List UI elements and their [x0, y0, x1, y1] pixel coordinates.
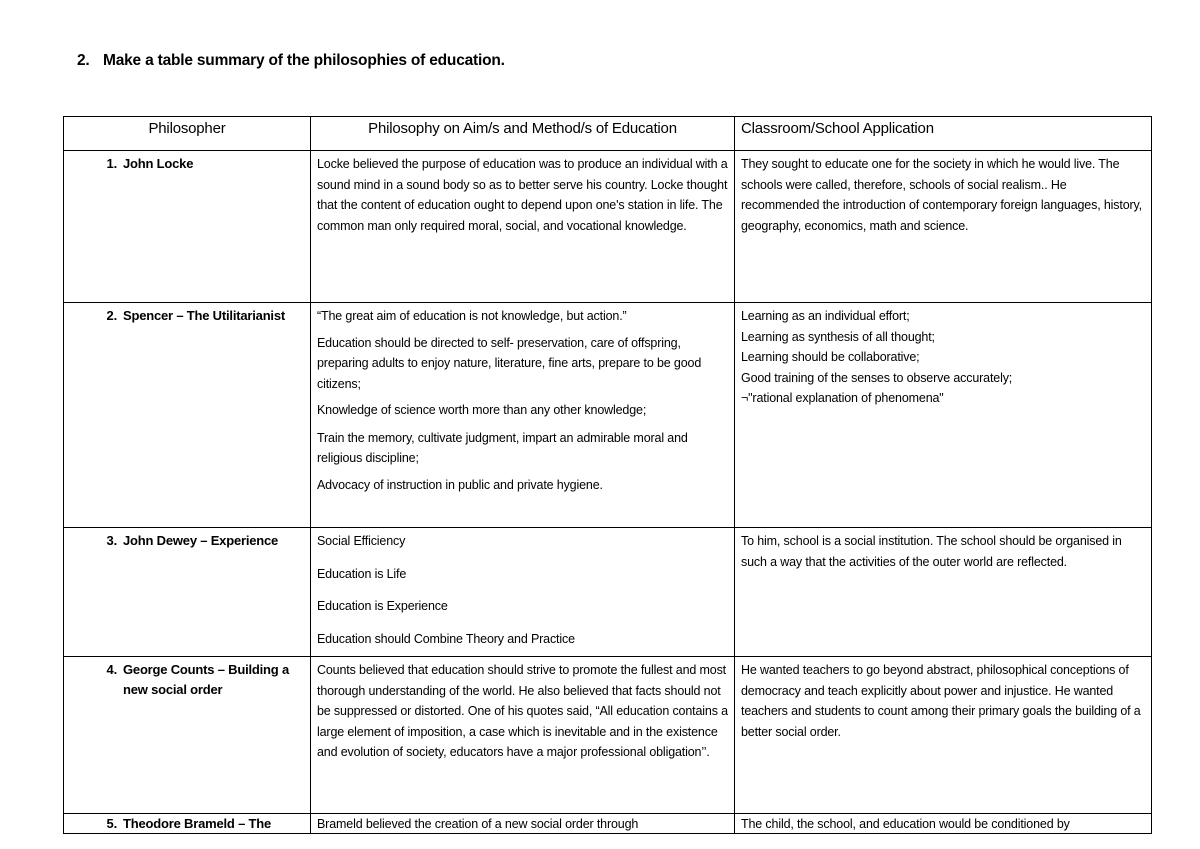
philosopher-name: John Locke [123, 156, 194, 171]
table-row [64, 657, 1152, 814]
application-cell [735, 528, 1152, 657]
application-text: ¬"rational explanation of phenomena" [741, 391, 944, 405]
row-number: 5. [106, 816, 117, 831]
philosophy-text: Education should be directed to self- preservation, care of offspring, preparing adults to enjoy nature, literature, fine arts, prepare to be good citizens; [317, 335, 702, 391]
table-row [64, 303, 1152, 528]
philosophy-text: Knowledge of science worth more than any other knowledge; [317, 403, 647, 417]
philosopher-name: George Counts – Building a new social order [123, 662, 289, 697]
question-number: 2. [77, 52, 90, 69]
question-heading [77, 52, 505, 70]
philosopher-name: Spencer – The Utilitarianist [123, 308, 286, 323]
table-row [64, 151, 1152, 303]
philosophy-cell [311, 303, 735, 528]
philosophy-text: Education should Combine Theory and Practice [317, 631, 575, 646]
table-row [64, 528, 1152, 657]
philosophy-cell [311, 657, 735, 814]
application-cell [735, 657, 1152, 814]
application-text: Learning should be collaborative; [741, 350, 920, 364]
row-number: 2. [106, 308, 117, 323]
philosophy-text: Brameld believed the creation of a new social order through [317, 817, 639, 831]
philosopher-name: Theodore Brameld – The [123, 816, 272, 831]
header-philosophy: Philosophy on Aim/s and Method/s of Education [311, 117, 735, 151]
philosophy-text: “The great aim of education is not knowledge, but action.” [317, 309, 627, 323]
philosophy-text: Education is Life [317, 566, 407, 581]
philosopher-name: John Dewey – Experience [123, 533, 279, 548]
application-text: He wanted teachers to go beyond abstract, philosophical conceptions of democracy and teach explicitly about power and injustice. He wanted teachers and students to count among their primary goals the building of a better social order. [741, 663, 1141, 739]
philosophy-text: Train the memory, cultivate judgment, impart an admirable moral and religious discipline; [317, 430, 688, 465]
philosophy-text: Locke believed the purpose of education was to produce an individual with a sound mind in a sound body so as to better serve his country. Locke thought that the content of education ought to depend upon one's station in life. The common man only required moral, social, and vocational knowledge. [317, 157, 728, 233]
philosopher-cell [64, 657, 311, 814]
application-text: Learning as an individual effort; [741, 309, 910, 323]
philosophy-cell [311, 528, 735, 657]
application-text: Good training of the senses to observe accurately; [741, 370, 1013, 385]
question-text: Make a table summary of the philosophies of education. [103, 52, 505, 69]
philosopher-cell [64, 303, 311, 528]
philosophies-table [63, 116, 1152, 834]
philosophy-cell [311, 151, 735, 303]
row-number: 3. [106, 533, 117, 548]
philosophy-text: Advocacy of instruction in public and private hygiene. [317, 477, 603, 492]
table-row [64, 814, 1152, 834]
philosophy-text: Counts believed that education should strive to promote the fullest and most thorough understanding of the world. He also believed that facts should not be suppressed or distorted. One of his quotes said, “All education contains a large element of imposition, a case which is inevitable and in the existence and evolution of society, educators have a major professional obligation’’. [317, 663, 728, 759]
application-text: To him, school is a social institution. The school should be organised in such a way that the activities of the outer world are reflected. [741, 534, 1122, 569]
row-number: 4. [106, 662, 117, 677]
application-cell [735, 814, 1152, 834]
philosopher-cell [64, 814, 311, 834]
application-text: The child, the school, and education would be conditioned by [741, 817, 1070, 831]
application-cell [735, 303, 1152, 528]
table-header-row [64, 117, 1152, 151]
header-philosopher: Philosopher [64, 117, 311, 151]
philosopher-cell [64, 151, 311, 303]
application-text: Learning as synthesis of all thought; [741, 329, 935, 344]
header-application: Classroom/School Application [735, 117, 1152, 151]
philosophy-text: Education is Experience [317, 599, 448, 613]
philosophy-text: Social Efficiency [317, 534, 406, 548]
philosopher-cell [64, 528, 311, 657]
application-cell [735, 151, 1152, 303]
application-text: They sought to educate one for the society in which he would live. The schools were called, therefore, schools of social realism.. He recommended the introduction of contemporary foreign languages, history, geography, economics, math and science. [741, 157, 1143, 233]
philosophy-cell [311, 814, 735, 834]
row-number: 1. [106, 156, 117, 171]
